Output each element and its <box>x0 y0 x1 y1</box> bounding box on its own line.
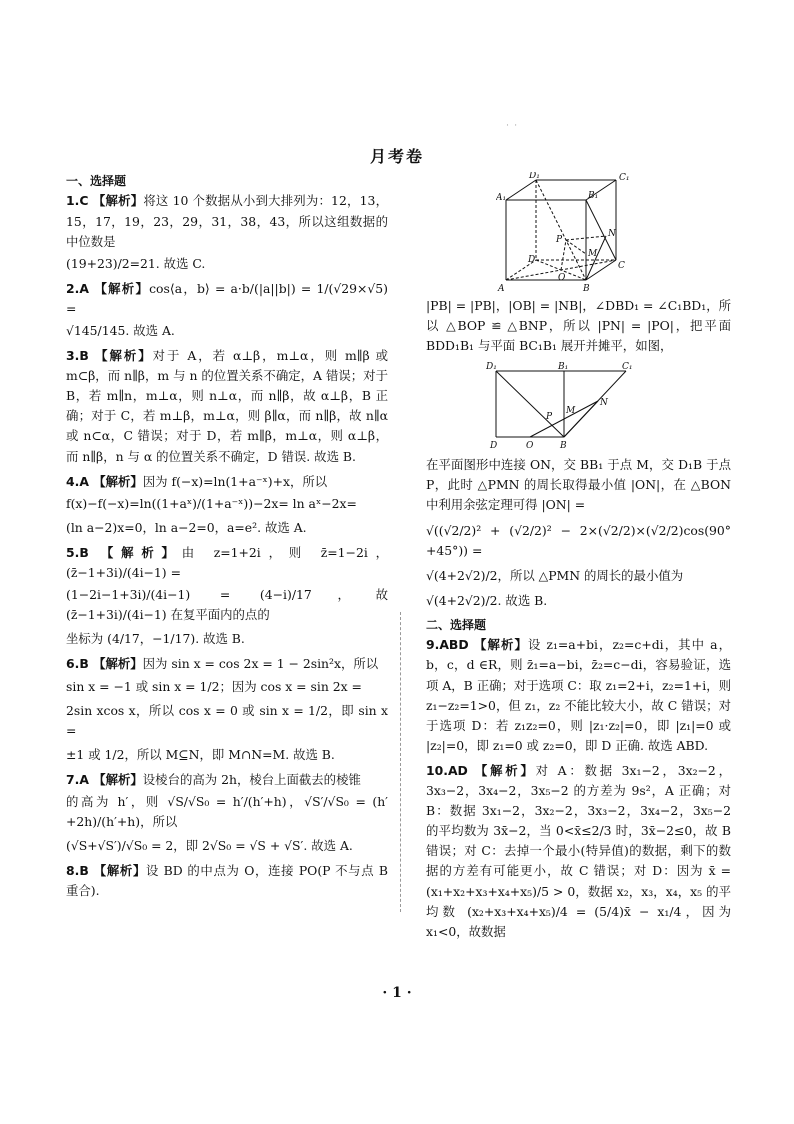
fig2-label-B1: B₁ <box>558 362 569 373</box>
solution-text-3: √(4+2√2)/2，所以 △PMN 的周长的最小值为 <box>426 567 684 583</box>
fig1-label-D1: D₁ <box>529 172 540 181</box>
question-7: 7.A 【解析】设棱台的高为 2h，棱台上面截去的棱锥 的高为 h′，则 √S/√S₀ = h′/(h′+h)，√S′/√S₀ = (h′+2h)/(h′+h)，所以 (√S+√S′)/√S₀ = 2，即 2√S₀ = √S + √S′. 故选 A. <box>66 771 388 854</box>
fig2-label-M: M <box>566 406 576 417</box>
fig2-label-D: D <box>490 441 498 452</box>
fig1-label-N: N <box>608 229 616 239</box>
section-choice-title: 一、选择题 <box>66 174 127 188</box>
fig2-label-N: N <box>600 398 608 409</box>
fig1-label-B: B <box>583 284 590 294</box>
question-10: 10.AD 【解析】对 A：数据 3x₁−2，3x₂−2，3x₃−2，3x₄−2，3x₅−2 的方差为 9s²，A 正确；对 B：数据 3x₁−2，3x₂−2，3x₃−2，3x₄−2，3x₅−2 的平均数为 3x̄−2，当 0<x̄≤2/3 时，3x̄−2≤0，故 B 错误；对 C：去掉一个最小(特异值)的数据，剩下的数据的方差有可能更小，故 C 错误；对 D：因为 x̄ = (x₁+x₂+x₃+x₄+x₅)/5 > 0，数据 x₂，x₃，x₄，x₅ 的平均数 (x₂+x₃+x₄+x₅)/4 = (5/4)x̄ − x₁/4，因为 x₁<0，故数据 <box>426 762 731 939</box>
top-mark: ˙ ˙ <box>505 124 519 135</box>
fig1-label-C1: C₁ <box>619 173 630 183</box>
fig1-label-A1: A₁ <box>496 193 507 203</box>
fig2-label-P: P <box>546 412 553 423</box>
section-multi-title: 二、选择题 <box>426 617 487 632</box>
fig1-label-P: P <box>556 235 563 245</box>
unfolded-figure <box>486 361 646 451</box>
fig1-label-D: D <box>528 255 536 265</box>
fig2-label-D1: D₁ <box>486 362 497 373</box>
question-3: 3.B 【解析】对于 A，若 α⊥β，m⊥α，则 m∥β 或 m⊂β，而 n∥β，m 与 n 的位置关系不确定，A 错误；对于 B，若 m∥n，m⊥α，则 n⊥α，而 n∥β，故 α⊥β，B 正确；对于 C，若 m⊥β，m⊥α，则 β∥α，而 n∥β，故 n∥α 或 n⊂α，C 错误；对于 D，若 m∥β，m⊥α，则 α⊥β，而 n∥β，n 与 α 的位置关系不确定，D 错误. 故选 B. <box>66 348 388 464</box>
cube-figure <box>496 172 636 294</box>
question-1: 1.C 【解析】将这 10 个数据从小到大排列为：12，13，15，17，19，23，29，31，38，43，所以这组数据的中位数是 (19+23)/2=21. 故选 C. <box>66 193 388 271</box>
fig1-label-C: C <box>618 261 625 271</box>
fig1-label-B1: B₁ <box>588 191 599 201</box>
fig2-label-B: B <box>560 441 567 452</box>
question-5: 5.B 【解析】由 z=1+2i，则 z̄=1−2i，(z̄−1+3i)/(4i−1) = (1−2i−1+3i)/(4i−1) = (4−i)/17，故 (z̄−1+3i)/(4i−1) 在复平面内的点的 坐标为 (4/17，−1/17). 故选 B. <box>66 544 388 647</box>
right-column <box>426 172 731 947</box>
page-title: 月考卷 <box>369 147 424 166</box>
question-6: 6.B 【解析】因为 sin x = cos 2x = 1 − 2sin²x，所以 sin x = −1 或 sin x = 1/2；因为 cos x = sin 2x = 2sin xcos x，所以 cos x = 0 或 sin x = 1/2，即 sin x = ±1 或 1/2，所以 M⊆N，即 M∩N=M. 故选 B. <box>66 656 388 762</box>
page-number: · 1 · <box>382 985 412 1001</box>
fig1-label-A: A <box>498 284 505 294</box>
question-8: 8.B 【解析】设 BD 的中点为 O，连接 PO(P 不与点 B 重合). <box>66 863 388 899</box>
solution-text-1: |PB| = |PB|，|OB| = |NB|，∠DBD₁ = ∠C₁BD₁，所以 △BOP ≌ △BNP，所以 |PN| = |PO|，把平面 BDD₁B₁ 与平面 BC₁B₁ 展开并摊平，如图， <box>426 298 731 354</box>
question-9: 9.ABD 【解析】设 z₁=a+bi，z₂=c+di，其中 a，b，c，d ∈R，则 z̄₁=a−bi，z̄₂=c−di，容易验证，选项 A，B 正确；对于选项 C：取 z₁=2+i，z₂=1+i，则 z₁−z₂=1>0，但 z₁，z₂ 不能比较大小，故 C 错误；对于选项 D：若 z₁z₂=0，则 |z₁·z₂|=0，即 |z₁|=0 或 |z₂|=0，即 z₁=0 或 z₂=0，即 D 正确. 故选 ABD. <box>426 637 731 753</box>
solution-text-2: 在平面图形中连接 ON，交 BB₁ 于点 M，交 D₁B 于点 P，此时 △PMN 的周长取得最小值 |ON|，在 △BON 中利用余弦定理可得 |ON| = <box>426 457 731 513</box>
solution-text-4: √(4+2√2)/2. 故选 B. <box>426 592 548 608</box>
column-divider <box>400 612 401 912</box>
question-4: 4.A 【解析】因为 f(−x)=ln(1+a⁻ˣ)+x，所以 f(x)−f(−x)=ln((1+aˣ)/(1+a⁻ˣ))−2x= ln aˣ−2x= (ln a−2)x=0，ln a−2=0，a=e². 故选 A. <box>66 473 357 535</box>
fig2-label-C1: C₁ <box>622 362 633 373</box>
fig1-label-O: O <box>558 273 566 283</box>
cosine-formula: √((√2/2)² + (√2/2)² − 2×(√2/2)×(√2/2)cos(90°+45°)) = <box>426 522 731 558</box>
left-column <box>66 172 388 906</box>
fig2-label-O: O <box>526 441 534 452</box>
fig1-label-M: M <box>588 249 598 259</box>
question-2: 2.A 【解析】cos⟨a，b⟩ = a·b/(|a||b|) = 1/(√29×√5) = √145/145. 故选 A. <box>66 280 388 338</box>
